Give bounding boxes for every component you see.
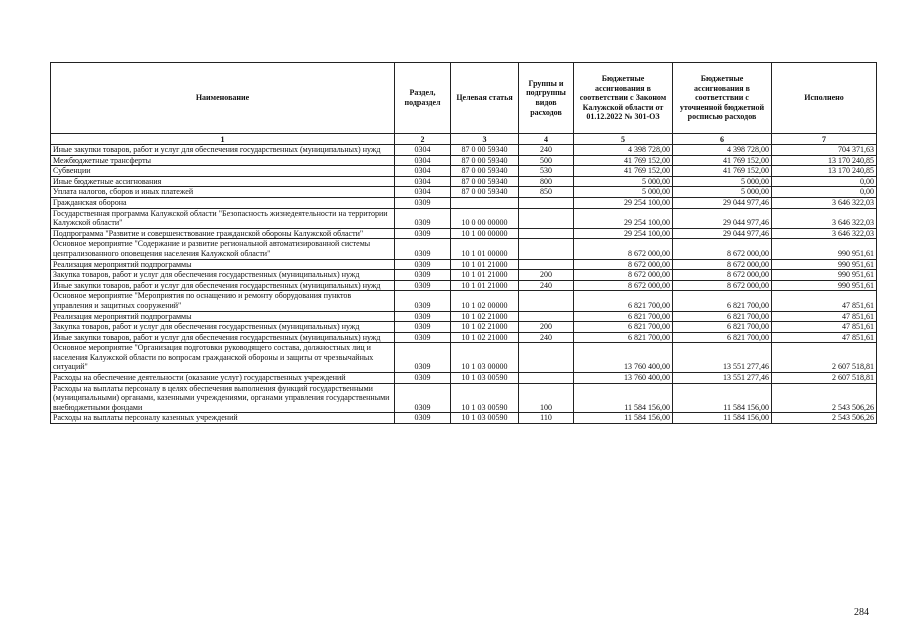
cell-target: 10 1 00 00000 (451, 228, 519, 239)
cell-name: Иные закупки товаров, работ и услуг для обеспечения государственных (муниципальных) нужд (51, 280, 395, 291)
cell-name: Основное мероприятие "Мероприятия по оснащению и ремонту оборудования пунктов управления и защитных сооружений" (51, 291, 395, 311)
cell-group (519, 239, 574, 259)
cell-section: 0309 (395, 413, 451, 424)
cell-target: 10 0 00 00000 (451, 208, 519, 228)
cell-name: Подпрограмма "Развитие и совершенствование гражданской обороны Калужской области" (51, 228, 395, 239)
cell-refined: 5 000,00 (673, 176, 772, 187)
cell-executed: 13 170 240,85 (772, 166, 877, 177)
table-row (51, 270, 877, 281)
cell-target: 87 0 00 59340 (451, 166, 519, 177)
table-row (51, 239, 877, 259)
cell-name: Иные закупки товаров, работ и услуг для обеспечения государственных (муниципальных) нужд (51, 145, 395, 156)
cell-name: Уплата налогов, сборов и иных платежей (51, 187, 395, 198)
cell-name: Закупка товаров, работ и услуг для обеспечения государственных (муниципальных) нужд (51, 270, 395, 281)
cell-refined: 6 821 700,00 (673, 332, 772, 343)
cell-section: 0309 (395, 228, 451, 239)
col-number: 4 (519, 134, 574, 145)
cell-name: Реализация мероприятий подпрограммы (51, 311, 395, 322)
cell-group: 200 (519, 322, 574, 333)
cell-name: Иные бюджетные ассигнования (51, 176, 395, 187)
cell-name: Межбюджетные трансферты (51, 155, 395, 166)
cell-name: Субвенции (51, 166, 395, 177)
cell-group: 530 (519, 166, 574, 177)
cell-target: 10 1 02 21000 (451, 332, 519, 343)
cell-executed: 704 371,63 (772, 145, 877, 156)
cell-name: Иные закупки товаров, работ и услуг для обеспечения государственных (муниципальных) нужд (51, 332, 395, 343)
header-row (51, 63, 877, 134)
cell-section: 0309 (395, 343, 451, 373)
cell-refined: 8 672 000,00 (673, 280, 772, 291)
cell-target: 87 0 00 59340 (451, 187, 519, 198)
cell-name: Расходы на выплаты персоналу в целях обеспечения выполнения функций государственными (муниципальными) органами, казенными учреждениями, органами управления государственными внебюджетными фондами (51, 383, 395, 413)
cell-executed: 3 646 322,03 (772, 197, 877, 208)
table-row (51, 259, 877, 270)
cell-target: 10 1 01 21000 (451, 280, 519, 291)
cell-section: 0309 (395, 311, 451, 322)
cell-law: 41 769 152,00 (574, 155, 673, 166)
cell-group (519, 291, 574, 311)
table-row (51, 383, 877, 413)
table-row (51, 166, 877, 177)
col-header-target: Целевая статья (451, 63, 519, 134)
cell-group: 110 (519, 413, 574, 424)
cell-target: 10 1 02 21000 (451, 311, 519, 322)
cell-executed: 47 851,61 (772, 311, 877, 322)
cell-executed: 0,00 (772, 187, 877, 198)
cell-target: 87 0 00 59340 (451, 145, 519, 156)
cell-refined: 41 769 152,00 (673, 155, 772, 166)
col-number: 2 (395, 134, 451, 145)
table-row (51, 145, 877, 156)
cell-law: 29 254 100,00 (574, 228, 673, 239)
cell-executed: 2 543 506,26 (772, 383, 877, 413)
cell-law: 8 672 000,00 (574, 280, 673, 291)
cell-target: 87 0 00 59340 (451, 155, 519, 166)
cell-refined: 6 821 700,00 (673, 322, 772, 333)
cell-group (519, 373, 574, 384)
cell-group: 240 (519, 332, 574, 343)
cell-section: 0309 (395, 239, 451, 259)
cell-refined: 13 551 277,46 (673, 373, 772, 384)
col-header-group: Группы и подгруппы видов расходов (519, 63, 574, 134)
cell-group (519, 208, 574, 228)
cell-section: 0304 (395, 187, 451, 198)
cell-executed: 13 170 240,85 (772, 155, 877, 166)
cell-name: Гражданская оборона (51, 197, 395, 208)
cell-group: 500 (519, 155, 574, 166)
page-number: 284 (854, 607, 869, 618)
cell-executed: 47 851,61 (772, 291, 877, 311)
cell-refined: 8 672 000,00 (673, 239, 772, 259)
cell-law: 11 584 156,00 (574, 413, 673, 424)
budget-execution-table (50, 62, 877, 424)
table-row (51, 413, 877, 424)
cell-group: 800 (519, 176, 574, 187)
table-row (51, 176, 877, 187)
cell-group (519, 343, 574, 373)
cell-executed: 2 543 506,26 (772, 413, 877, 424)
cell-law: 4 398 728,00 (574, 145, 673, 156)
cell-group: 100 (519, 383, 574, 413)
cell-section: 0304 (395, 176, 451, 187)
cell-law: 29 254 100,00 (574, 208, 673, 228)
cell-law: 6 821 700,00 (574, 322, 673, 333)
table-row (51, 197, 877, 208)
cell-law: 11 584 156,00 (574, 383, 673, 413)
cell-law: 6 821 700,00 (574, 311, 673, 322)
cell-group (519, 197, 574, 208)
col-header-name: Наименование (51, 63, 395, 134)
cell-law: 5 000,00 (574, 176, 673, 187)
cell-law: 41 769 152,00 (574, 166, 673, 177)
col-number: 1 (51, 134, 395, 145)
cell-name: Закупка товаров, работ и услуг для обеспечения государственных (муниципальных) нужд (51, 322, 395, 333)
cell-section: 0309 (395, 291, 451, 311)
cell-name: Основное мероприятие "Содержание и развитие региональной автоматизированной системы централизованного оповещения населения Калужской области" (51, 239, 395, 259)
cell-group: 200 (519, 270, 574, 281)
column-number-row (51, 134, 877, 145)
cell-group (519, 311, 574, 322)
cell-executed: 990 951,61 (772, 259, 877, 270)
cell-section: 0309 (395, 373, 451, 384)
cell-executed: 990 951,61 (772, 270, 877, 281)
col-header-law: Бюджетные ассигнования в соответствии с Законом Калужской области от 01.12.2022 № 301-ОЗ (574, 63, 673, 134)
cell-refined: 29 044 977,46 (673, 228, 772, 239)
cell-target: 10 1 01 21000 (451, 259, 519, 270)
cell-group (519, 259, 574, 270)
cell-executed: 47 851,61 (772, 322, 877, 333)
col-number: 3 (451, 134, 519, 145)
table-row (51, 322, 877, 333)
cell-executed: 0,00 (772, 176, 877, 187)
table-body (51, 145, 877, 424)
cell-target: 10 1 03 00590 (451, 373, 519, 384)
cell-target: 10 1 01 00000 (451, 239, 519, 259)
cell-target (451, 197, 519, 208)
cell-refined: 5 000,00 (673, 187, 772, 198)
cell-executed: 3 646 322,03 (772, 208, 877, 228)
cell-law: 8 672 000,00 (574, 239, 673, 259)
cell-target: 10 1 03 00590 (451, 383, 519, 413)
col-header-executed: Исполнено (772, 63, 877, 134)
cell-refined: 8 672 000,00 (673, 270, 772, 281)
cell-section: 0309 (395, 383, 451, 413)
cell-executed: 47 851,61 (772, 332, 877, 343)
cell-executed: 990 951,61 (772, 239, 877, 259)
cell-executed: 990 951,61 (772, 280, 877, 291)
cell-law: 8 672 000,00 (574, 270, 673, 281)
table-row (51, 155, 877, 166)
table-row (51, 208, 877, 228)
cell-law: 6 821 700,00 (574, 291, 673, 311)
cell-section: 0309 (395, 322, 451, 333)
cell-refined: 13 551 277,46 (673, 343, 772, 373)
cell-name: Расходы на выплаты персоналу казенных учреждений (51, 413, 395, 424)
cell-law: 5 000,00 (574, 187, 673, 198)
table-row (51, 311, 877, 322)
cell-section: 0309 (395, 208, 451, 228)
cell-refined: 29 044 977,46 (673, 208, 772, 228)
cell-section: 0309 (395, 197, 451, 208)
cell-refined: 41 769 152,00 (673, 166, 772, 177)
cell-section: 0309 (395, 270, 451, 281)
table-row (51, 373, 877, 384)
col-number: 6 (673, 134, 772, 145)
cell-refined: 11 584 156,00 (673, 383, 772, 413)
cell-group (519, 228, 574, 239)
cell-executed: 2 607 518,81 (772, 373, 877, 384)
table-row (51, 291, 877, 311)
cell-group: 240 (519, 145, 574, 156)
cell-section: 0309 (395, 280, 451, 291)
cell-section: 0304 (395, 155, 451, 166)
cell-target: 10 1 02 21000 (451, 322, 519, 333)
cell-section: 0304 (395, 166, 451, 177)
cell-law: 13 760 400,00 (574, 373, 673, 384)
cell-group: 850 (519, 187, 574, 198)
cell-refined: 6 821 700,00 (673, 311, 772, 322)
table-row (51, 343, 877, 373)
cell-executed: 3 646 322,03 (772, 228, 877, 239)
cell-target: 10 1 01 21000 (451, 270, 519, 281)
cell-section: 0309 (395, 332, 451, 343)
cell-law: 6 821 700,00 (574, 332, 673, 343)
cell-refined: 6 821 700,00 (673, 291, 772, 311)
col-header-section: Раздел, подраздел (395, 63, 451, 134)
cell-name: Основное мероприятие "Организация подготовки руководящего состава, должностных лиц и населения Калужской области по вопросам гражданской обороны и защиты от чрезвычайных ситуаций" (51, 343, 395, 373)
cell-law: 29 254 100,00 (574, 197, 673, 208)
cell-target: 10 1 02 00000 (451, 291, 519, 311)
cell-refined: 11 584 156,00 (673, 413, 772, 424)
cell-section: 0304 (395, 145, 451, 156)
cell-name: Расходы на обеспечение деятельности (оказание услуг) государственных учреждений (51, 373, 395, 384)
cell-group: 240 (519, 280, 574, 291)
cell-section: 0309 (395, 259, 451, 270)
cell-law: 13 760 400,00 (574, 343, 673, 373)
cell-name: Реализация мероприятий подпрограммы (51, 259, 395, 270)
table-row (51, 228, 877, 239)
col-number: 5 (574, 134, 673, 145)
cell-name: Государственная программа Калужской области "Безопасность жизнедеятельности на территории Калужской области" (51, 208, 395, 228)
table-row (51, 332, 877, 343)
cell-target: 10 1 03 00590 (451, 413, 519, 424)
cell-target: 10 1 03 00000 (451, 343, 519, 373)
cell-refined: 4 398 728,00 (673, 145, 772, 156)
cell-law: 8 672 000,00 (574, 259, 673, 270)
table-row (51, 280, 877, 291)
cell-refined: 29 044 977,46 (673, 197, 772, 208)
col-header-refined: Бюджетные ассигнования в соответствии с уточненной бюджетной росписью расходов (673, 63, 772, 134)
cell-target: 87 0 00 59340 (451, 176, 519, 187)
cell-refined: 8 672 000,00 (673, 259, 772, 270)
cell-executed: 2 607 518,81 (772, 343, 877, 373)
table-row (51, 187, 877, 198)
col-number: 7 (772, 134, 877, 145)
